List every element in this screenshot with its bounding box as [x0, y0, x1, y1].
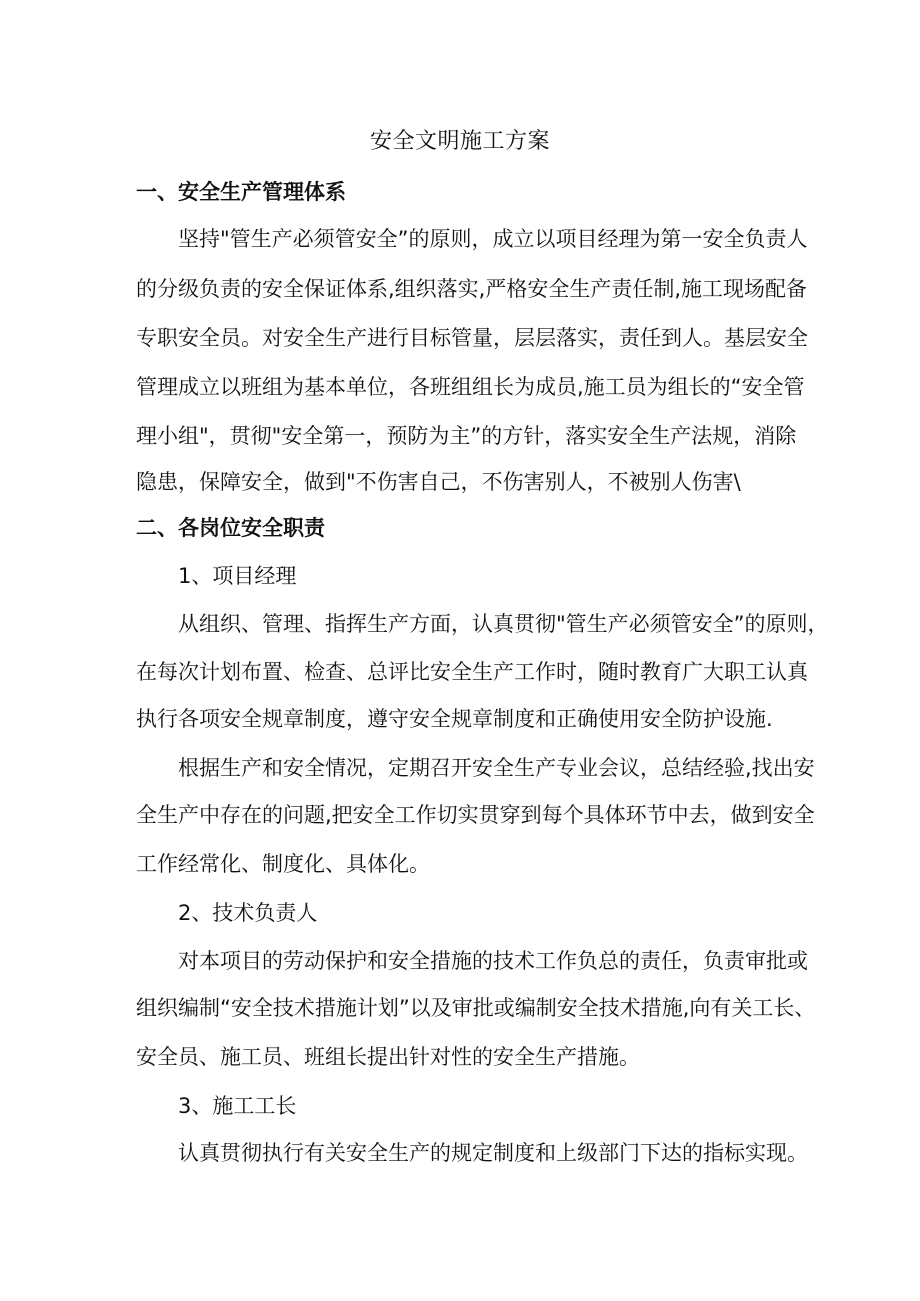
paragraph-line: 全生产中存在的问题,把安全工作切实贯穿到每个具体环节中去，做到安全 [136, 803, 815, 827]
paragraph-line: 隐患，保障安全，做到"不伤害自己，不伤害别人，不被别人伤害\ [136, 470, 741, 494]
section-heading-2: 二、各岗位安全职责 [136, 516, 325, 540]
section-heading-1: 一、安全生产管理体系 [136, 180, 346, 204]
paragraph-line: 坚持"管生产必须管安全”的原则，成立以项目经理为第一安全负责人 [178, 227, 808, 251]
subsection-heading-technical-lead: 2、技术负责人 [178, 901, 318, 925]
paragraph-line: 理小组"，贯彻"安全第一，预防为主”的方针，落实安全生产法规，消除 [136, 424, 797, 448]
paragraph-line: 管理成立以班组为基本单位，各班组组长为成员,施工员为组长的“安全管 [136, 375, 805, 399]
paragraph-line: 根据生产和安全情况，定期召开安全生产专业会议，总结经验,找出安 [178, 756, 815, 780]
paragraph-line: 的分级负责的安全保证体系,组织落实,严格安全生产责任制,施工现场配备 [136, 277, 808, 301]
paragraph-line: 工作经常化、制度化、具体化。 [136, 852, 430, 876]
document-title: 安全文明施工方案 [369, 129, 550, 154]
paragraph-line: 专职安全员。对安全生产进行目标管量，层层落实，责任到人。基层安全 [136, 326, 808, 350]
paragraph-line: 执行各项安全规章制度，遵守安全规章制度和正确使用安全防护设施. [136, 707, 773, 731]
subsection-heading-foreman: 3、施工工长 [178, 1094, 297, 1118]
paragraph-line: 对本项目的劳动保护和安全措施的技术工作负总的责任，负责审批或 [178, 949, 808, 973]
paragraph-line: 从组织、管理、指挥生产方面，认真贯彻"管生产必须管安全”的原则， [178, 612, 829, 636]
paragraph-line: 认真贯彻执行有关安全生产的规定制度和上级部门下达的指标实现。 [178, 1141, 808, 1165]
paragraph-line: 在每次计划布置、检查、总评比安全生产工作时，随时教育广大职工认真 [136, 660, 808, 684]
paragraph-line: 安全员、施工员、班组长提出针对性的安全生产措施。 [136, 1045, 640, 1069]
paragraph-line: 组织编制“安全技术措施计划”以及审批或编制安全技术措施,向有关工长、 [136, 996, 816, 1020]
subsection-heading-project-manager: 1、项目经理 [178, 564, 297, 588]
